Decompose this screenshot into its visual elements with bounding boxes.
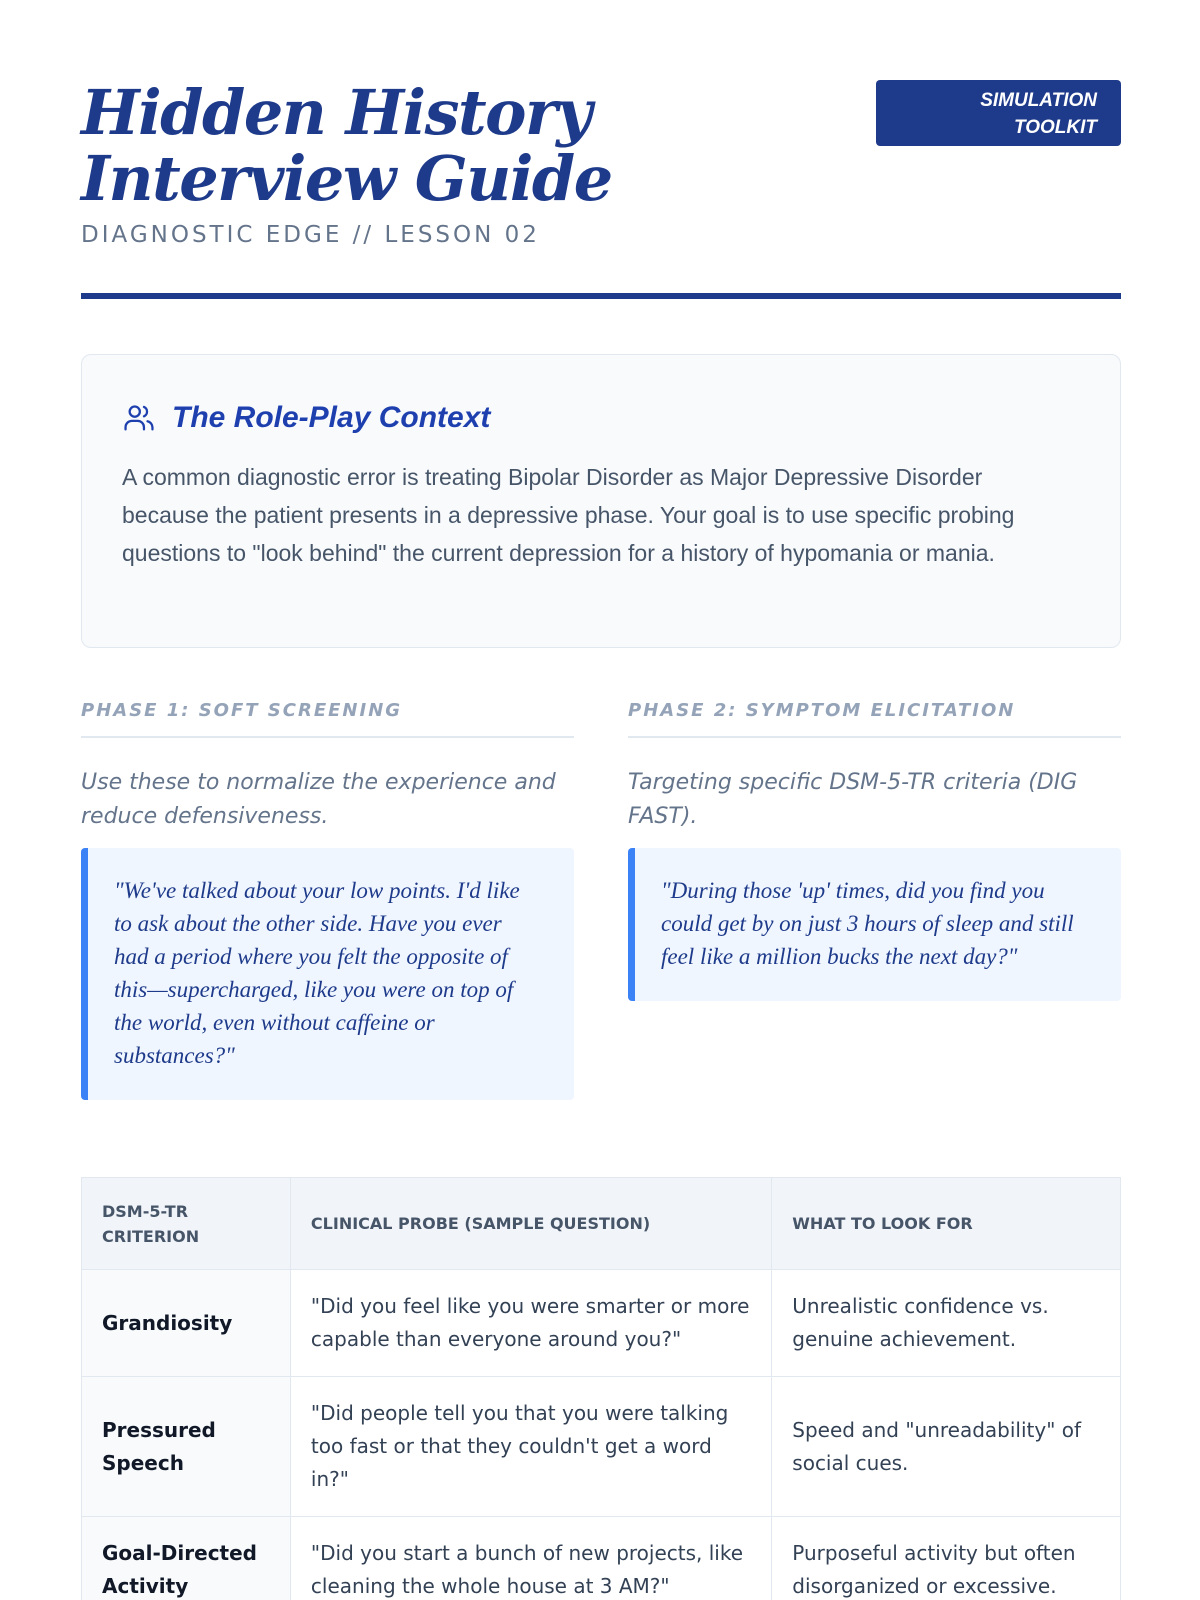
phase-1-quote: "We've talked about your low points. I'd like to ask about the other side. Have you ever had a period where you felt the opposite of this—supercharged, like you were on top of the world, even without caffeine or substances?" bbox=[81, 848, 574, 1100]
phase-2-description: Targeting specific DSM-5-TR criteria (DIG FAST). bbox=[628, 770, 1078, 829]
page-title: Hidden History Interview Guide bbox=[81, 76, 612, 215]
probe-cell: "Did you feel like you were smarter or more capable than everyone around you?" bbox=[290, 1270, 771, 1377]
phase-1-description: Use these to normalize the experience and reduce defensiveness. bbox=[81, 770, 556, 829]
criteria-table-wrapper bbox=[81, 1177, 1121, 1600]
phase-2-section bbox=[628, 700, 1121, 1001]
header-criterion: DSM-5-TR CRITERION bbox=[82, 1178, 291, 1270]
context-heading bbox=[122, 401, 490, 435]
role-play-context-card bbox=[81, 354, 1121, 648]
criteria-table bbox=[81, 1177, 1121, 1600]
table-row bbox=[82, 1517, 1121, 1600]
guide-page bbox=[81, 0, 1121, 1598]
page-subtitle: DIAGNOSTIC EDGE // LESSON 02 bbox=[81, 222, 540, 248]
phase-2-quote: "During those 'up' times, did you find you could get by on just 3 hours of sleep and still feel like a million bucks the next day?" bbox=[628, 848, 1121, 1001]
context-title: The Role-Play Context bbox=[172, 401, 491, 434]
probe-cell: "Did people tell you that you were talking too fast or that they couldn't get a word in?" bbox=[290, 1377, 771, 1517]
table-row bbox=[82, 1270, 1121, 1377]
phase-1-section bbox=[81, 700, 574, 1100]
header-probe: CLINICAL PROBE (SAMPLE QUESTION) bbox=[290, 1178, 771, 1270]
header-divider bbox=[81, 293, 1121, 299]
criterion-cell: Goal-Directed Activity bbox=[82, 1517, 291, 1600]
probe-cell: "Did you start a bunch of new projects, like cleaning the whole house at 3 AM?" bbox=[290, 1517, 771, 1600]
simulation-toolkit-badge bbox=[876, 80, 1121, 146]
badge-line-1: SIMULATION bbox=[980, 90, 1097, 111]
phase-2-label: PHASE 2: SYMPTOM ELICITATION bbox=[628, 700, 1121, 738]
look-for-cell: Purposeful activity but often disorganized or excessive. bbox=[772, 1517, 1121, 1600]
context-body: A common diagnostic error is treating Bipolar Disorder as Major Depressive Disorder because the patient presents in a depressive phase. Your goal is to use specific probing questions to "look behind" the current depression for a history of hypomania or mania. bbox=[122, 464, 1015, 566]
phase-1-label: PHASE 1: SOFT SCREENING bbox=[81, 700, 574, 738]
header-look-for: WHAT TO LOOK FOR bbox=[772, 1178, 1121, 1270]
badge-line-2: TOOLKIT bbox=[1013, 117, 1097, 138]
table-header-row bbox=[82, 1178, 1121, 1270]
users-icon bbox=[122, 401, 156, 435]
criterion-cell: Grandiosity bbox=[82, 1270, 291, 1377]
look-for-cell: Unrealistic confidence vs. genuine achievement. bbox=[772, 1270, 1121, 1377]
look-for-cell: Speed and "unreadability" of social cues. bbox=[772, 1377, 1121, 1517]
table-row bbox=[82, 1377, 1121, 1517]
criterion-cell: Pressured Speech bbox=[82, 1377, 291, 1517]
page-header bbox=[81, 0, 1121, 300]
